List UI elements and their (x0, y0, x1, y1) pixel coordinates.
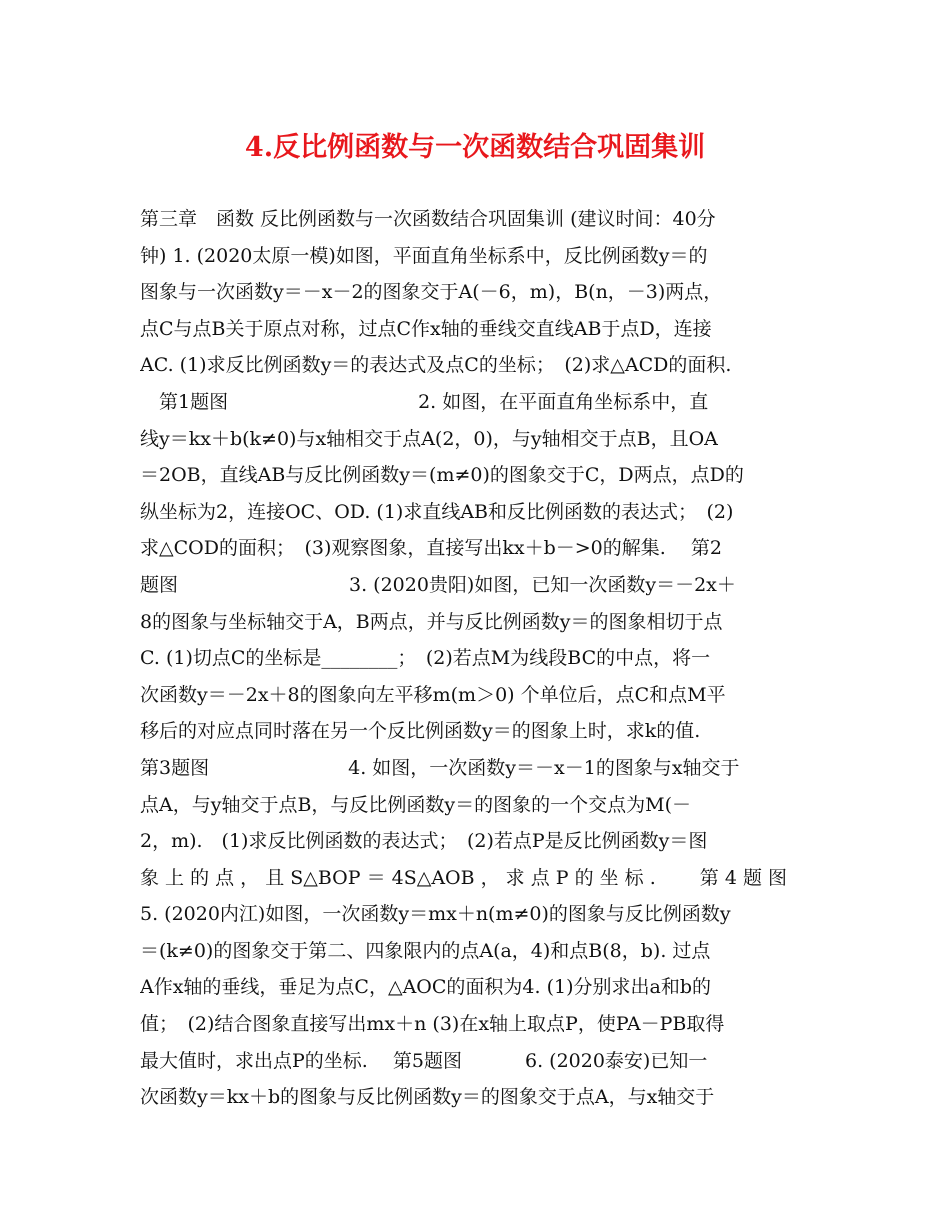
body-line: 2，m). (1)求反比例函数的表达式； (2)若点P是反比例函数y＝图 (140, 830, 708, 853)
body-line: ＝2OB，直线AB与反比例函数y＝(m≠0)的图象交于C，D两点，点D的 (140, 464, 744, 487)
body-line: 第1题图 2. 如图，在平面直角坐标系中，直 (140, 390, 709, 413)
body-line: ＝(k≠0)的图象交于第二、四象限内的点A(a，4)和点B(8，b). 过点 (140, 939, 711, 962)
body-line: 第3题图 4. 如图，一次函数y＝－x－1的图象与x轴交于 (140, 756, 740, 779)
body-line: 最大值时，求出点P的坐标. 第5题图 6. (2020泰安)已知一 (140, 1049, 708, 1072)
body-line: 次函数y＝－2x＋8的图象向左平移m(m＞0) 个单位后，点C和点M平 (140, 683, 726, 706)
body-line: 8的图象与坐标轴交于A，B两点，并与反比例函数y＝的图象相切于点 (140, 610, 723, 633)
document-title: 4.反比例函数与一次函数结合巩固集训 (244, 132, 706, 163)
body-line: 象 上 的 点 ， 且 S△BOP ＝ 4S△AOB ， 求 点 P 的 坐 标 . 第 4 题 图 (140, 866, 787, 889)
body-line: A作x轴的垂线，垂足为点C，△AOC的面积为4. (1)分别求出a和b的 (140, 976, 711, 999)
body-line: 题图 3. (2020贵阳)如图，已知一次函数y＝－2x＋ (140, 573, 736, 596)
body-line: 值； (2)结合图象直接写出mx＋n (3)在x轴上取点P，使PA－PB取得 (140, 1013, 725, 1036)
body-line: 点A，与y轴交于点B，与反比例函数y＝的图象的一个交点为M(－ (140, 793, 692, 816)
body-line: 钟) 1. (2020太原一模)如图，平面直角坐标系中，反比例函数y＝的 (140, 244, 708, 267)
body-line: 求△COD的面积； (3)观察图象，直接写出kx＋b－>0的解集. 第2 (140, 537, 722, 560)
document-body (140, 201, 815, 1116)
body-line: AC. (1)求反比例函数y＝的表达式及点C的坐标； (2)求△ACD的面积. (140, 354, 732, 377)
body-line: 点C与点B关于原点对称，过点C作x轴的垂线交直线AB于点D，连接 (140, 317, 712, 340)
body-line: 5. (2020内江)如图，一次函数y＝mx＋n(m≠0)的图象与反比例函数y (140, 903, 731, 926)
body-line: 图象与一次函数y＝－x－2的图象交于A(－6，m)，B(n，－3)两点， (140, 281, 723, 304)
body-line: 纵坐标为2，连接OC、OD. (1)求直线AB和反比例函数的表达式； (2) (140, 500, 734, 523)
body-line: 线y＝kx＋b(k≠0)与x轴相交于点A(2，0)，与y轴相交于点B，且OA (140, 427, 718, 450)
body-line: C. (1)切点C的坐标是________； (2)若点M为线段BC的中点，将一 (140, 647, 711, 670)
body-line: 移后的对应点同时落在另一个反比例函数y＝的图象上时，求k的值. (140, 720, 701, 743)
body-line: 第三章 函数 反比例函数与一次函数结合巩固集训 (建议时间：40分 (140, 208, 716, 230)
body-line: 次函数y＝kx＋b的图象与反比例函数y＝的图象交于点A，与x轴交于 (140, 1086, 715, 1109)
